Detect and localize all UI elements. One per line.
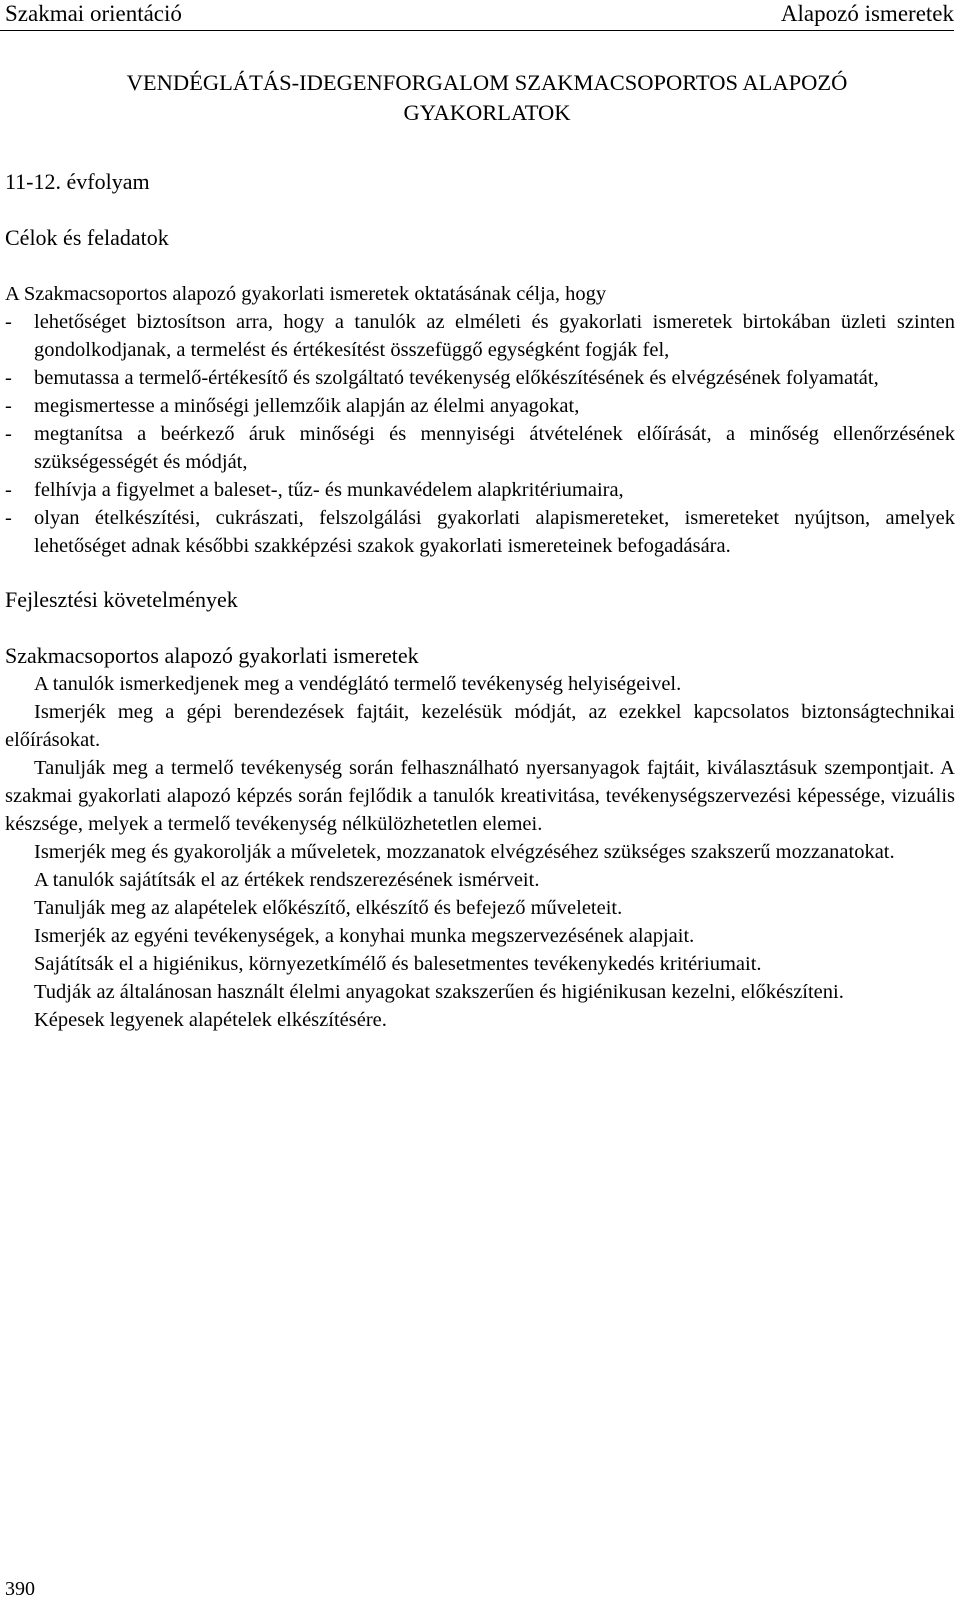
development-heading: Fejlesztési követelmények xyxy=(5,587,238,612)
goal-item-text: megtanítsa a beérkező áruk minőségi és mennyiségi átvételének előírását, a minőség ellenőrzésének szükségességét és módját, xyxy=(34,423,955,473)
requirement-paragraph: Tudják az általánosan használt élelmi anyagokat szakszerűen és higiénikusan kezelni, előkészíteni. xyxy=(34,981,844,1003)
development-subheading: Szakmacsoportos alapozó gyakorlati ismeretek xyxy=(5,643,419,668)
goals-heading: Célok és feladatok xyxy=(5,225,169,250)
goal-item-text: lehetőséget biztosítson arra, hogy a tanulók az elméleti és gyakorlati ismeretek birtokában üzleti szinten gondolkodjanak, a termelést és értékesítést összefüggő egységként fogják fel, xyxy=(34,311,955,361)
goal-item-text: bemutassa a termelő-értékesítő és szolgáltató tevékenység előkészítésének és elvégzésének folyamatát, xyxy=(34,367,879,389)
page-number: 390 xyxy=(5,1578,35,1600)
requirement-paragraph: Ismerjék az egyéni tevékenységek, a konyhai munka megszervezésének alapjait. xyxy=(34,925,695,947)
list-dash: - xyxy=(5,367,12,389)
goals-intro-emphasis: Szakmacsoportos alapozó gyakorlati ismeretek xyxy=(23,283,410,305)
list-dash: - xyxy=(5,311,12,333)
requirements-paragraphs xyxy=(5,670,955,1034)
document-title-line-1: VENDÉGLÁTÁS-IDEGENFORGALOM SZAKMACSOPORTOS ALAPOZÓ xyxy=(126,70,848,95)
goal-item xyxy=(5,420,955,476)
header-left-text: Szakmai orientáció xyxy=(5,1,182,26)
goals-intro-suffix: oktatásának célja, hogy xyxy=(409,283,607,305)
goals-list xyxy=(5,308,955,560)
requirement-paragraph: Ismerjék meg és gyakorolják a műveletek, mozzanatok elvégzéséhez szükséges szakszerű mozzanatokat. xyxy=(34,841,895,863)
document-title xyxy=(5,68,955,128)
goal-item-text: felhívja a figyelmet a baleset-, tűz- és munkavédelem alapkritériumaira, xyxy=(34,479,624,501)
header-right-text: Alapozó ismeretek xyxy=(780,1,954,26)
requirement-paragraph: A tanulók ismerkedjenek meg a vendéglátó termelő tevékenység helyiségeivel. xyxy=(34,673,682,695)
goal-item xyxy=(5,308,955,364)
grade-label: 11-12. évfolyam xyxy=(5,169,150,194)
requirement-paragraph: A tanulók sajátítsák el az értékek rendszerezésének ismérveit. xyxy=(34,869,540,891)
document-title-line-2: GYAKORLATOK xyxy=(403,100,571,125)
list-dash: - xyxy=(5,507,12,529)
requirement-paragraph: Ismerjék meg a gépi berendezések fajtáit, kezelésük módját, az ezekkel kapcsolatos biztonságtechnikai előírásokat. xyxy=(5,701,955,751)
goal-item xyxy=(5,364,955,392)
goal-item-text: olyan ételkészítési, cukrászati, felszolgálási gyakorlati alapismereteket, ismereteket nyújtson, amelyek lehetőséget adnak későbbi szakképzési szakok gyakorlati ismereteinek befogadására. xyxy=(34,507,955,557)
running-header xyxy=(0,0,954,31)
requirement-paragraph: Tanulják meg a termelő tevékenység során felhasználható nyersanyagok fajtáit, kiválasztásuk szempontjait. A szakmai gyakorlati alapozó képzés során fejlődik a tanulók kreativitása, tevékenységszervezési képessége, vizuális készsége, melyek a termelő tevékenység nélkülözhetetlen elemei. xyxy=(5,757,955,835)
list-dash: - xyxy=(5,395,12,417)
goal-item xyxy=(5,504,955,560)
goal-item-text: megismertesse a minőségi jellemzőik alapján az élelmi anyagokat, xyxy=(34,395,580,417)
goal-item xyxy=(5,476,955,504)
page-content xyxy=(5,68,955,1034)
goal-item xyxy=(5,392,955,420)
goals-intro-prefix: A xyxy=(5,283,24,305)
requirement-paragraph: Sajátítsák el a higiénikus, környezetkímélő és balesetmentes tevékenykedés kritériumait. xyxy=(34,953,762,975)
list-dash: - xyxy=(5,479,12,501)
list-dash: - xyxy=(5,423,12,445)
requirement-paragraph: Tanulják meg az alapételek előkészítő, elkészítő és befejező műveleteit. xyxy=(34,897,623,919)
goals-intro xyxy=(5,280,955,308)
requirement-paragraph: Képesek legyenek alapételek elkészítésére. xyxy=(34,1009,387,1031)
